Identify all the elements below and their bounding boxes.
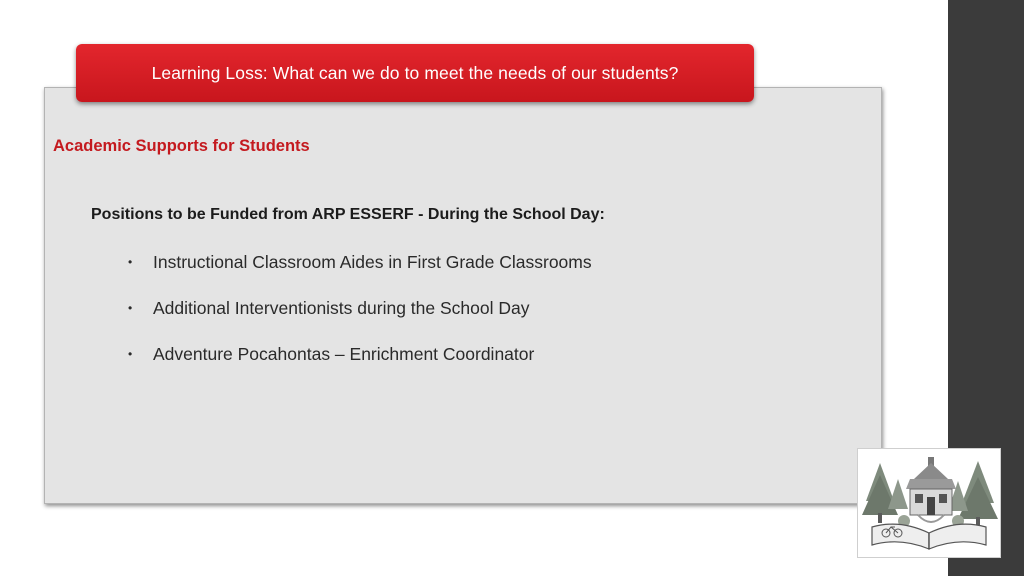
list-item xyxy=(128,344,592,364)
school-logo xyxy=(857,448,1001,558)
list-item-text: Instructional Classroom Aides in First Grade Classrooms xyxy=(153,251,592,272)
slide-title: Learning Loss: What can we do to meet the needs of our students? xyxy=(151,62,679,83)
positions-subheading: Positions to be Funded from ARP ESSERF - During the School Day: xyxy=(91,206,605,223)
bullet-icon: • xyxy=(128,301,133,315)
list-item xyxy=(128,252,592,272)
list-item xyxy=(128,298,592,318)
bullet-icon: • xyxy=(128,347,133,361)
bullet-icon: • xyxy=(128,255,133,269)
list-item-text: Adventure Pocahontas – Enrichment Coordinator xyxy=(153,343,535,364)
positions-list xyxy=(128,252,592,390)
list-item-text: Additional Interventionists during the School Day xyxy=(153,297,530,318)
section-heading: Academic Supports for Students xyxy=(53,137,310,155)
title-banner xyxy=(76,44,754,102)
schoolhouse-logo-icon xyxy=(858,449,1000,557)
